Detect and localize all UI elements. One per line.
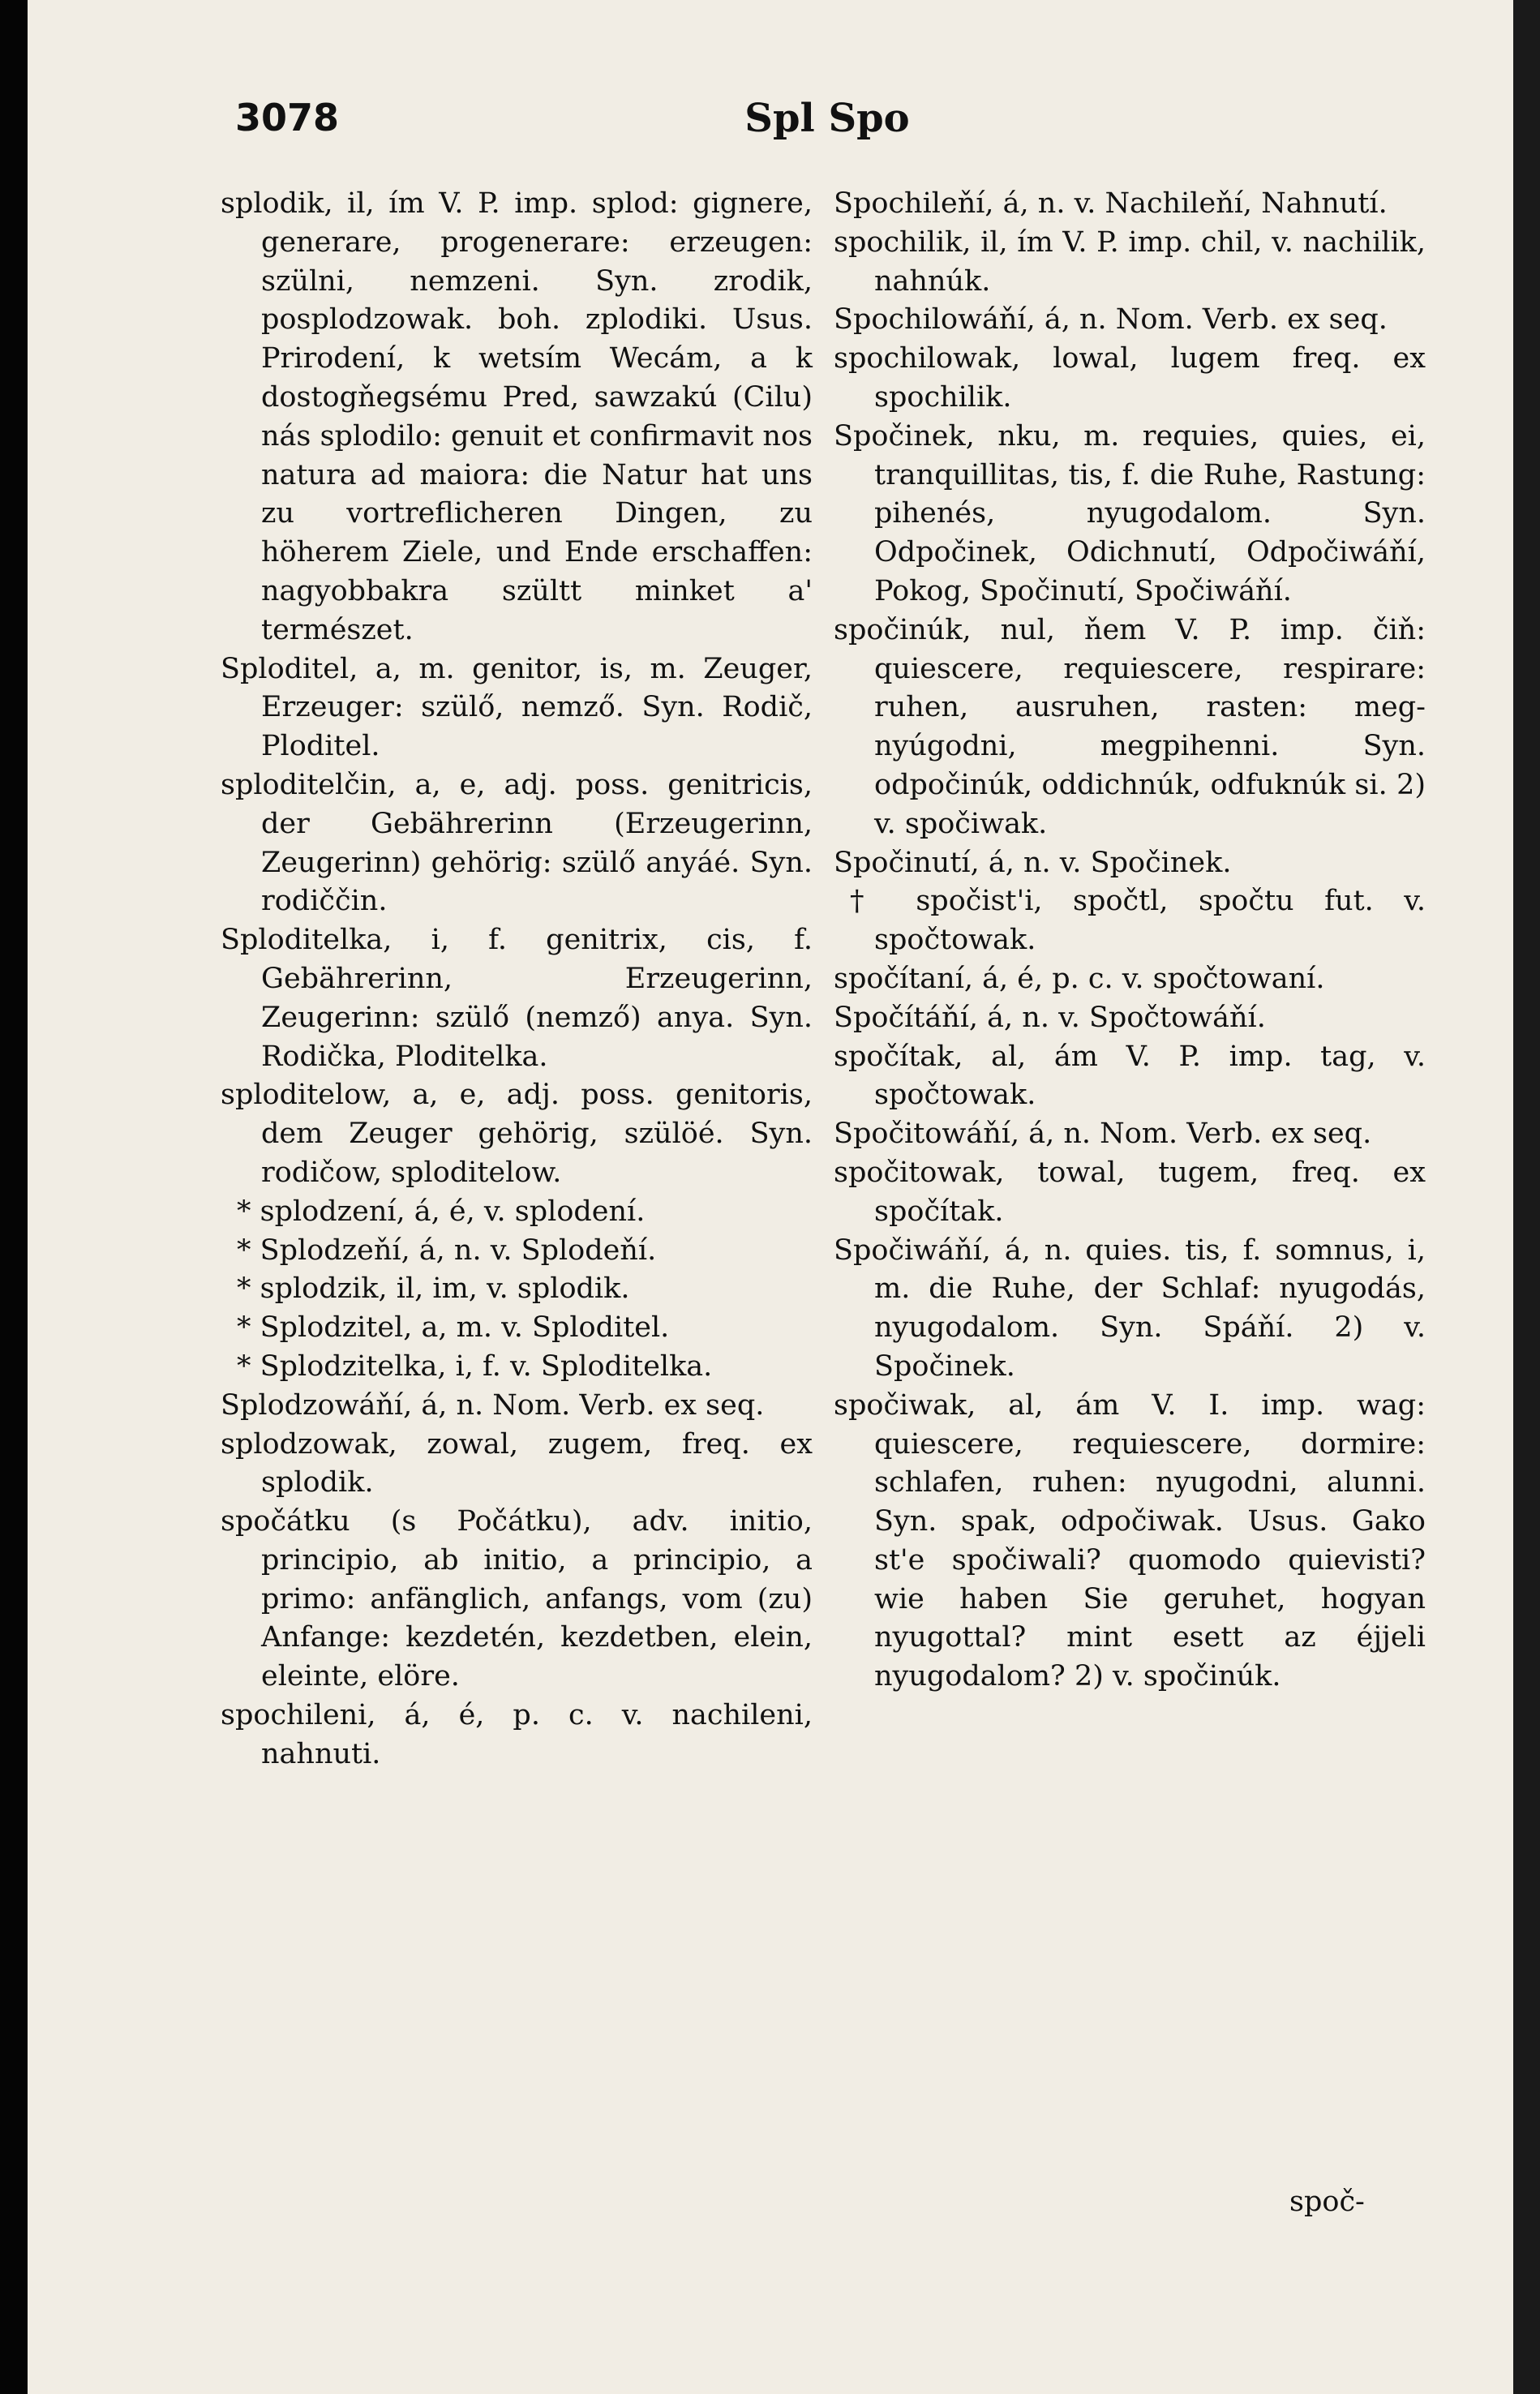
dictionary-entry: spočinúk, nul, ňem V. P. imp. čiň: quiescere, requiescere, respirare: ruhen, ausruhen, rasten: meg-nyúgodni, megpihenni. Syn. odpočinúk, oddichnúk, odfuknúk si. 2) v. spočiwak. — [834, 613, 1426, 840]
dictionary-entry: Spočiwáňí, á, n. quies. tis, f. somnus, i, m. die Ruhe, der Schlaf: nyugodás, nyugodalom. Syn. Spáňí. 2) v. Spočinek. — [834, 1233, 1426, 1383]
page-edge-shadow — [1513, 0, 1540, 2394]
dictionary-entry: spochilowak, lowal, lugem freq. ex spochilik. — [834, 342, 1426, 414]
dictionary-entry: Spočítáňí, á, n. v. Spočtowáňí. — [834, 1001, 1266, 1034]
dictionary-entry: Splodzowáňí, á, n. Nom. Verb. ex seq. — [221, 1388, 765, 1422]
dictionary-entry: Spochileňí, á, n. v. Nachileňí, Nahnutí. — [834, 187, 1388, 220]
dictionary-entry: sploditelow, a, e, adj. poss. genitoris, dem Zeuger gehörig, szülöé. Syn. rodičow, sploditelow. — [221, 1079, 813, 1189]
left-column — [221, 185, 813, 1774]
dictionary-entry: Spočitowáňí, á, n. Nom. Verb. ex seq. — [834, 1118, 1372, 1151]
dictionary-entry: Spočinek, nku, m. requies, quies, ei, tranquillitas, tis, f. die Ruhe, Rastung: pihenés, nyugodalom. Syn. Odpočinek, Odichnutí, Odpočiwáňí, Pokog, Spočinutí, Spočiwáňí. — [834, 419, 1426, 607]
dictionary-entry: spočítak, al, ám V. P. imp. tag, v. spočtowak. — [834, 1040, 1426, 1112]
dictionary-entry: * Splodzitel, a, m. v. Sploditel. — [237, 1311, 670, 1345]
dictionary-entry: splodzowak, zowal, zugem, freq. ex splodik. — [221, 1427, 813, 1499]
dictionary-entry: spochileni, á, é, p. c. v. nachileni, nahnuti. — [221, 1699, 813, 1770]
dictionary-entry: spočátku (s Počátku), adv. initio, principio, ab initio, a principio, a primo: anfänglich, anfangs, vom (zu) Anfange: kezdetén, kezdetben, elein, eleinte, elöre. — [221, 1505, 813, 1693]
dictionary-entry: Spochilowáňí, á, n. Nom. Verb. ex seq. — [834, 303, 1388, 337]
dictionary-entry: spočiwak, al, ám V. I. imp. wag: quiescere, requiescere, dormire: schlafen, ruhen: nyugodni, alunni. Syn. spak, odpočiwak. Usus. Gako st'e spočiwali? quomodo quievisti? wie haben Sie geruhet, hogyan nyugottal? mint esett az éjjeli nyugodalom? 2) v. spočinúk. — [834, 1388, 1426, 1693]
dictionary-entry: * Splodzeňí, á, n. v. Splodeňí. — [237, 1233, 657, 1267]
dictionary-entry: * splodzik, il, im, v. splodik. — [237, 1272, 630, 1306]
right-column — [834, 185, 1426, 1697]
dictionary-entry: * Splodzitelka, i, f. v. Sploditelka. — [237, 1349, 713, 1383]
dictionary-entry: splodik, il, ím V. P. imp. splod: gignere, generare, progenerare: erzeugen: szülni, nemzeni. Syn. zrodik, posplodzowak. boh. zplodiki. Usus. Prirodení, k wetsím Wecám, a k dostogňegsému Pred, sawzakú (Cilu) nás splodilo: genuit et confirmavit nos natura ad maiora: die Natur hat uns zu vortreflicheren Dingen, zu höherem Ziele, und Ende erschaffen: nagyobbakra szültt minket a' természet. — [221, 187, 813, 646]
running-header: Spl Spo — [744, 96, 910, 141]
catchword: spoč- — [1289, 2186, 1365, 2218]
dictionary-entry: Spočinutí, á, n. v. Spočinek. — [834, 846, 1232, 879]
dictionary-entry: Sploditel, a, m. genitor, is, m. Zeuger, Erzeuger: szülő, nemző. Syn. Rodič, Ploditel. — [221, 652, 813, 763]
dictionary-entry: spočítaní, á, é, p. c. v. spočtowaní. — [834, 962, 1325, 995]
dictionary-entry: Sploditelka, i, f. genitrix, cis, f. Gebährerinn, Erzeugerinn, Zeugerinn: szülő (nemző) anya. Syn. Rodička, Ploditelka. — [221, 924, 813, 1073]
dictionary-entry: spočitowak, towal, tugem, freq. ex spočítak. — [834, 1156, 1426, 1228]
dictionary-entry: * splodzení, á, é, v. splodení. — [237, 1195, 646, 1228]
dictionary-entry: spochilik, il, ím V. P. imp. chil, v. nachilik, nahnúk. — [834, 225, 1426, 298]
page-number: 3078 — [235, 96, 340, 139]
dictionary-entry: sploditelčin, a, e, adj. poss. genitricis, der Gebährerinn (Erzeugerinn, Zeugerinn) gehörig: szülő anyáé. Syn. rodiččin. — [221, 768, 813, 918]
dictionary-entry: † spočist'i, spočtl, spočtu fut. v. spočtowak. — [850, 885, 1426, 957]
